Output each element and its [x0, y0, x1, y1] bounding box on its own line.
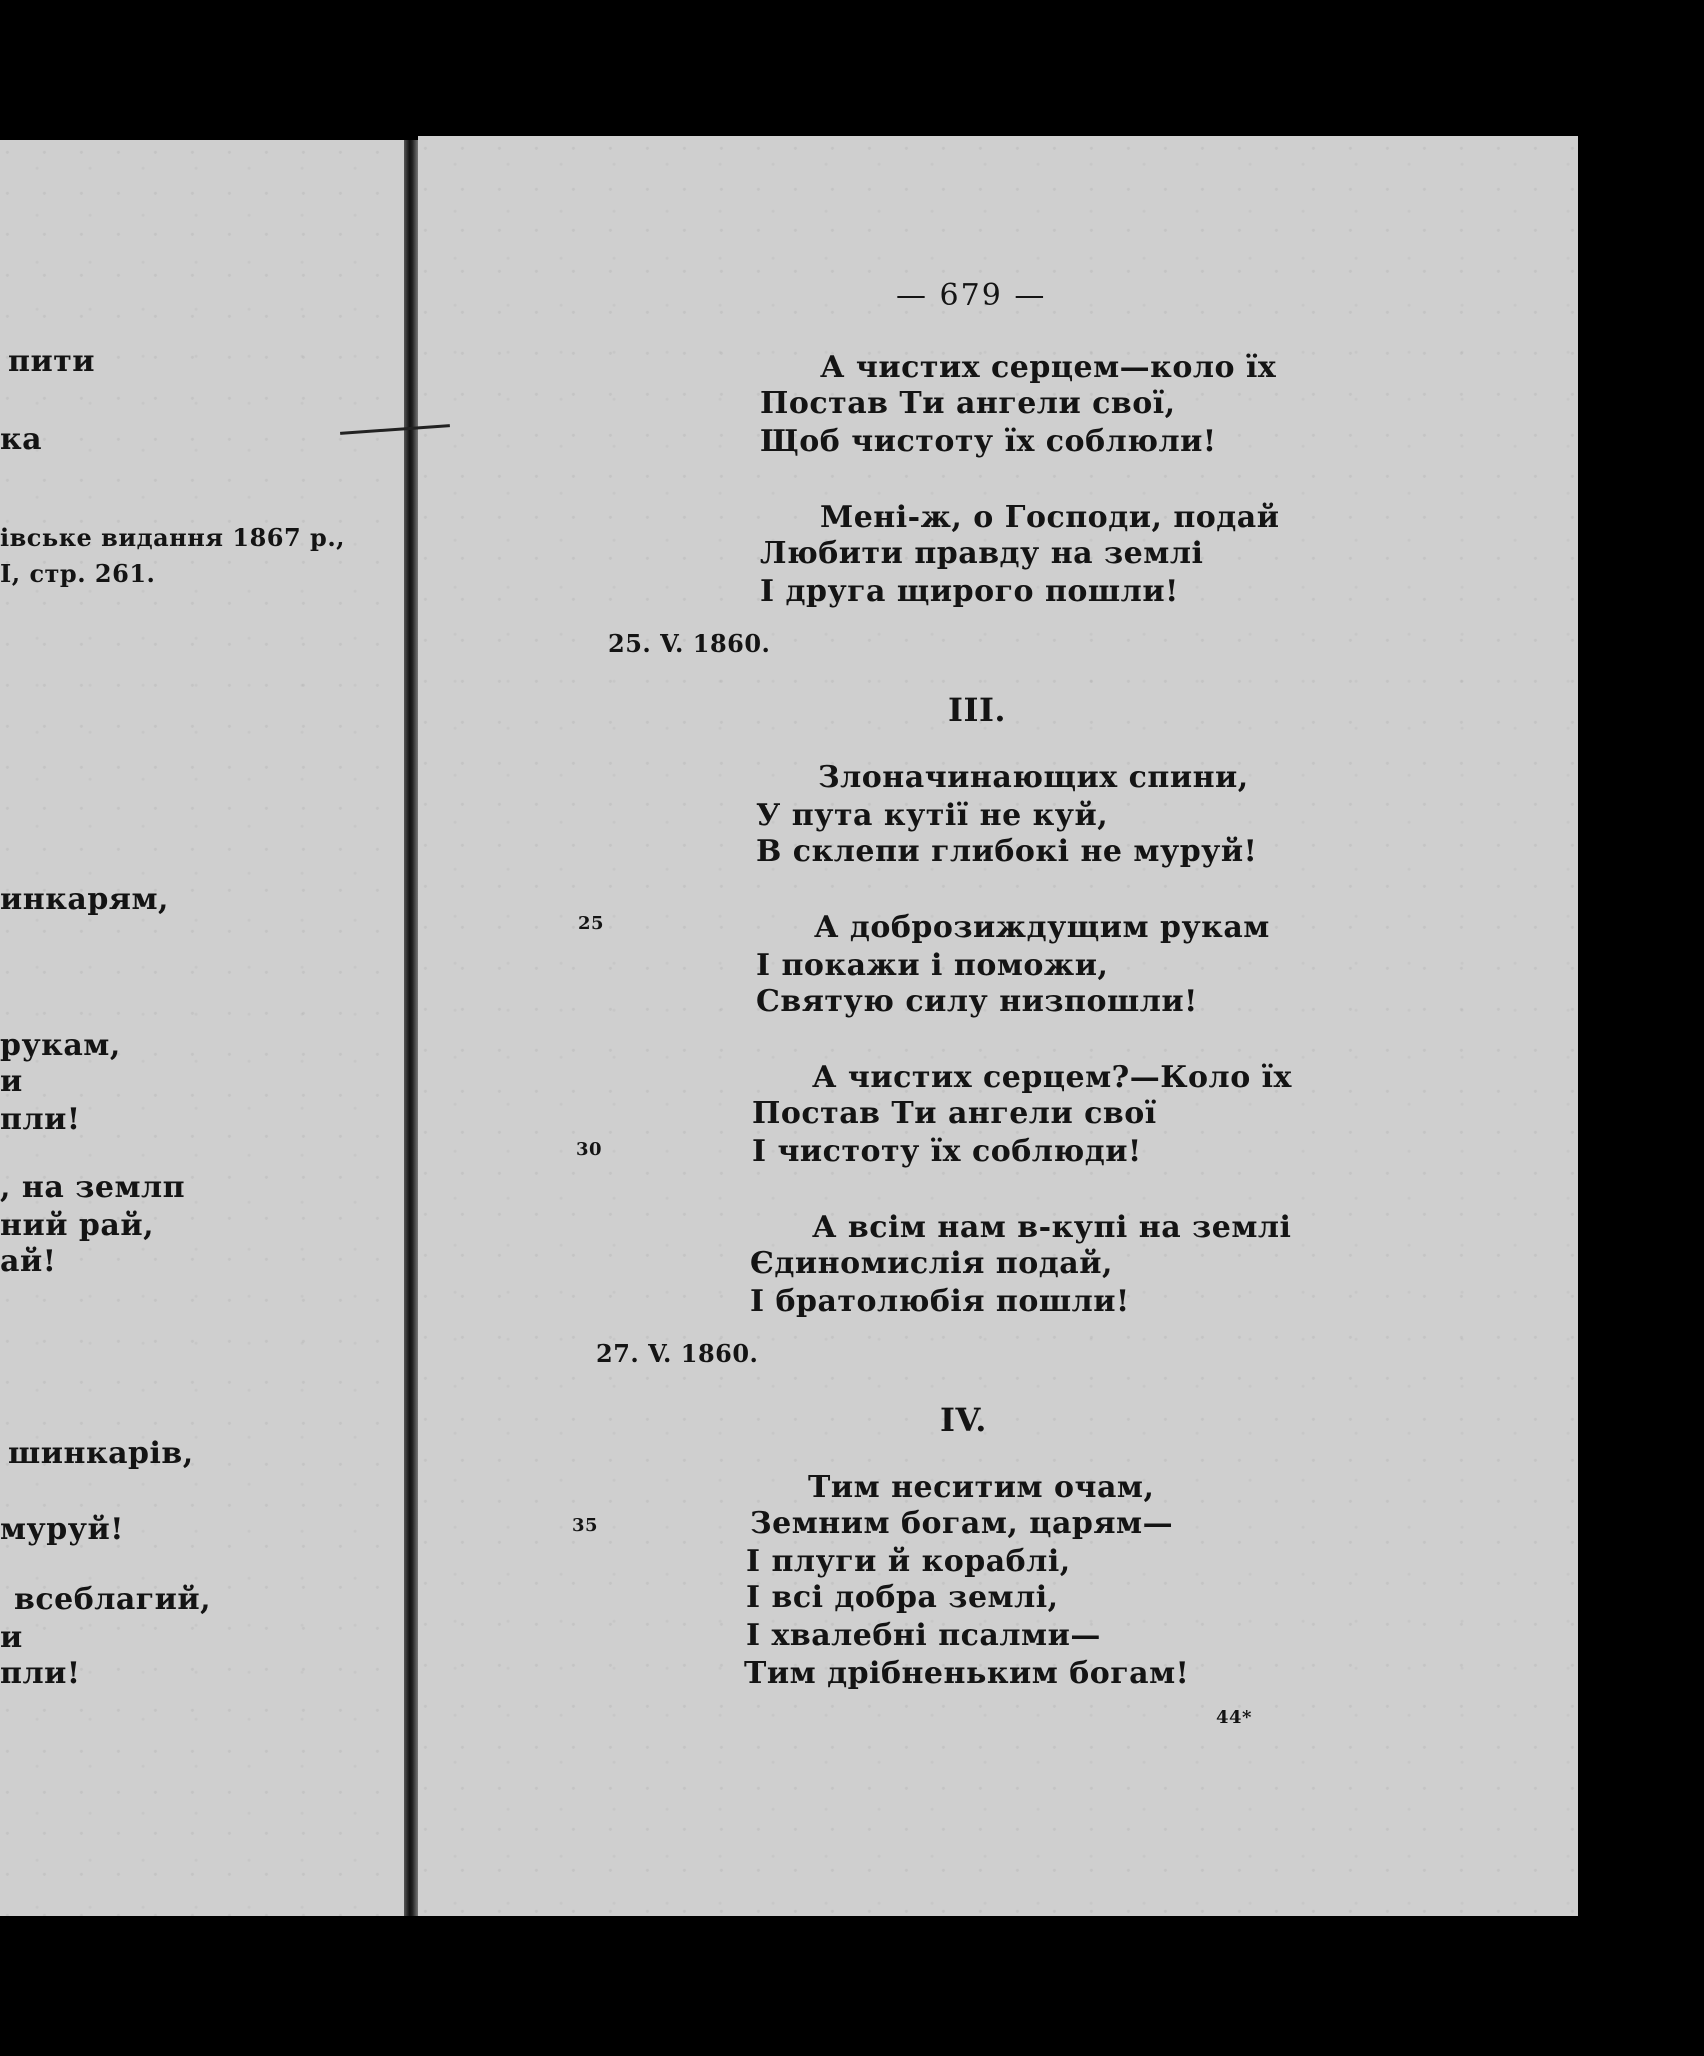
verse-line: Святую силу низпошли!: [756, 984, 1198, 1019]
verse-line: А чистих серцем—коло їх: [820, 350, 1277, 385]
line-number: 30: [576, 1139, 603, 1160]
left-line: пли!: [0, 1102, 81, 1137]
left-line: рукам,: [0, 1028, 121, 1063]
date-line: 27. V. 1860.: [596, 1339, 759, 1368]
signature-mark: 44*: [1216, 1707, 1252, 1728]
verse-line: А чистих серцем?—Коло їх: [812, 1060, 1292, 1095]
section-heading: III.: [948, 691, 1007, 729]
verse-line: Тим дрібненьким богам!: [744, 1656, 1190, 1691]
verse-line: А всім нам в-купі на землі: [812, 1210, 1292, 1245]
verse-line: І братолюбія пошли!: [750, 1284, 1130, 1319]
verse-line: Єдиномислія подай,: [750, 1246, 1113, 1281]
verse-line: Любити правду на землі: [760, 536, 1204, 571]
left-line: , на землп: [0, 1170, 186, 1205]
book-gutter: [404, 140, 418, 1916]
left-line: всеблагий,: [14, 1582, 212, 1617]
verse-line: В склепи глибокі не муруй!: [756, 834, 1258, 869]
verse-line: Постав Ти ангели свої: [752, 1096, 1157, 1131]
left-line: ка: [0, 422, 43, 457]
verse-line: Мені-ж, о Господи, подай: [820, 500, 1280, 535]
verse-line: І хвалебні псалми—: [746, 1618, 1101, 1653]
left-line: I, стр. 261.: [0, 559, 156, 588]
verse-line: Постав Ти ангели свої,: [760, 386, 1176, 421]
verse-line: Щоб чистоту їх соблюли!: [760, 424, 1217, 459]
left-line: пли!: [0, 1656, 81, 1691]
left-line: ай!: [0, 1244, 57, 1279]
left-line: инкарям,: [0, 882, 169, 917]
verse-line: Земним богам, царям—: [750, 1506, 1174, 1541]
verse-line: Тим неситим очам,: [808, 1470, 1155, 1505]
verse-line: У пута кутії не куй,: [756, 798, 1109, 833]
verse-line: І чистоту їх соблюди!: [752, 1134, 1142, 1169]
left-line: муруй!: [0, 1512, 124, 1547]
left-line: пити: [8, 344, 96, 379]
left-line: и: [0, 1620, 23, 1655]
left-line: шинкарів,: [8, 1436, 194, 1471]
verse-line: І покажи і поможи,: [756, 948, 1109, 983]
line-number: 35: [572, 1515, 599, 1536]
verse-line: І всі добра землі,: [746, 1580, 1059, 1615]
verse-line: А доброзиждущим рукам: [814, 910, 1270, 945]
left-line: ний рай,: [0, 1208, 155, 1243]
page-number: — 679 —: [896, 278, 1047, 313]
verse-line: Злоначинающих спини,: [818, 760, 1249, 795]
line-number: 25: [578, 913, 605, 934]
verse-line: І друга щирого пошли!: [760, 574, 1179, 609]
date-line: 25. V. 1860.: [608, 629, 771, 658]
verse-line: І плуги й кораблі,: [746, 1544, 1071, 1579]
section-heading: IV.: [940, 1401, 987, 1439]
left-line: и: [0, 1064, 23, 1099]
left-line: івське видання 1867 р.,: [0, 523, 346, 552]
